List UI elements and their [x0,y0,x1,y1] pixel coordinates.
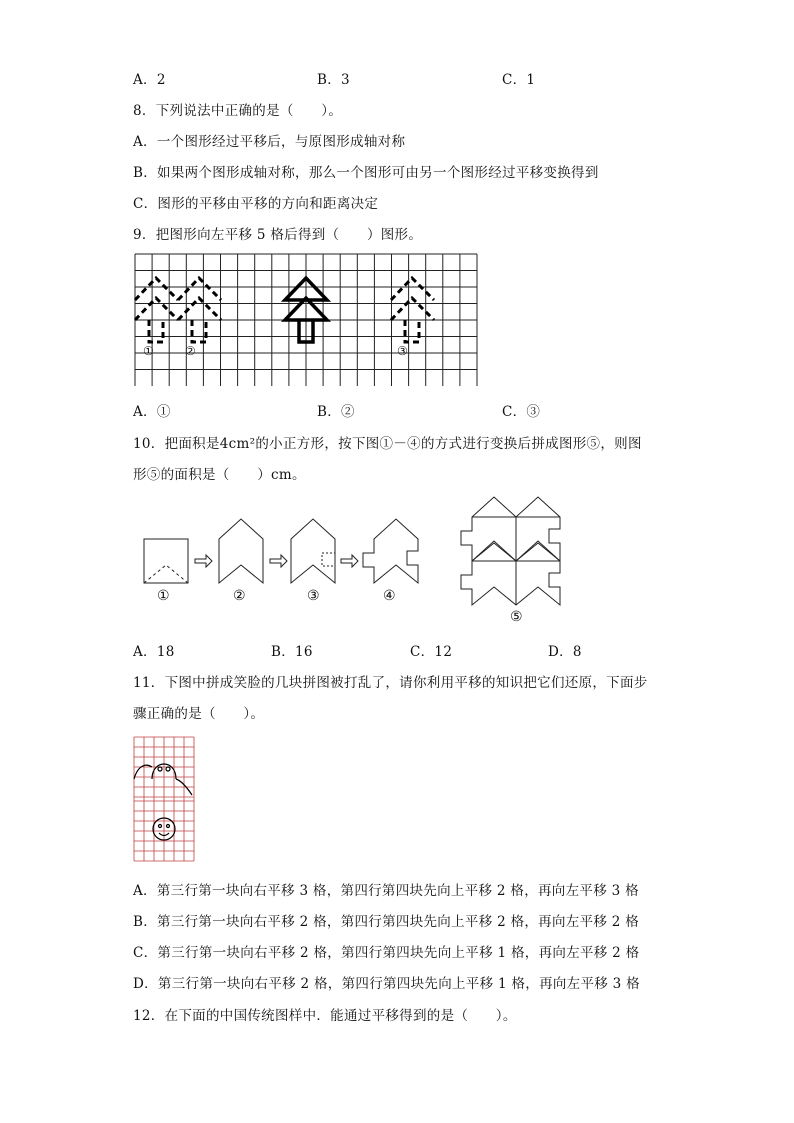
q10-stem-line2: 形⑤的面积是（ ）cm。 [133,467,306,483]
q9-option-b[interactable]: B．② [317,404,355,420]
q8-option-a[interactable]: A．一个图形经过平移后，与原图形成轴对称 [133,134,406,150]
q11-option-b[interactable]: B．第三行第一块向右平移 2 格，第四行第四块先向上平移 2 格，再向左平移 2 格 [133,914,640,930]
q10-option-a[interactable]: A．18 [133,644,175,660]
q9-tree-3 [391,278,434,342]
q10-label-5: ⑤ [510,609,523,625]
q10-option-d[interactable]: D．8 [548,644,582,660]
q11-puzzle-figure [134,737,196,861]
q9-tree-1 [135,278,178,342]
q10-option-b[interactable]: B．16 [271,644,313,660]
q7-option-b[interactable]: B．3 [317,72,350,88]
q10-stem-line1: 10．把面积是4cm²的小正方形，按下图①－④的方式进行变换后拼成图形⑤，则图 [133,436,642,452]
q10-option-c[interactable]: C．12 [410,644,453,660]
q10-transform-figure [140,495,570,595]
q9-option-c[interactable]: C．③ [502,404,541,420]
q7-option-c[interactable]: C．1 [502,72,536,88]
q8-option-b[interactable]: B．如果两个图形成轴对称，那么一个图形可由另一个图形经过平移变换得到 [133,165,599,181]
q12-stem: 12．在下面的中国传统图样中．能通过平移得到的是（ ）。 [133,1008,517,1024]
q11-stem-line2: 骤正确的是（ ）。 [133,706,265,722]
q9-label-2: ② [185,344,197,358]
q9-tree-2 [178,278,221,342]
q9-label-3: ③ [397,344,409,358]
q11-option-d[interactable]: D．第三行第一块向右平移 2 格，第四行第四块先向上平移 1 格，再向左平移 3 格 [133,976,640,992]
q9-grid-figure [135,254,477,386]
q11-option-c[interactable]: C．第三行第一块向右平移 2 格，第四行第四块先向上平移 1 格，再向左平移 2 格 [133,945,640,961]
q10-figure-5 [461,497,560,605]
q10-label-1: ① [157,588,170,604]
q9-stem: 9．把图形向左平移 5 格后得到（ ）图形。 [133,227,423,243]
q9-label-1: ① [143,344,155,358]
q8-option-c[interactable]: C．图形的平移由平移的方向和距离决定 [133,196,379,212]
q10-label-3: ③ [307,588,320,604]
q10-label-2: ② [233,588,246,604]
q7-option-a[interactable]: A．2 [133,72,166,88]
q8-stem: 8．下列说法中正确的是（ ）。 [133,103,343,119]
q10-label-4: ④ [383,588,396,604]
q9-option-a[interactable]: A．① [133,404,171,420]
q11-stem-line1: 11．下图中拼成笑脸的几块拼图被打乱了，请你利用平移的知识把它们还原，下面步 [133,675,648,691]
q11-option-a[interactable]: A．第三行第一块向右平移 3 格，第四行第四块先向上平移 2 格，再向左平移 3 格 [133,883,639,899]
